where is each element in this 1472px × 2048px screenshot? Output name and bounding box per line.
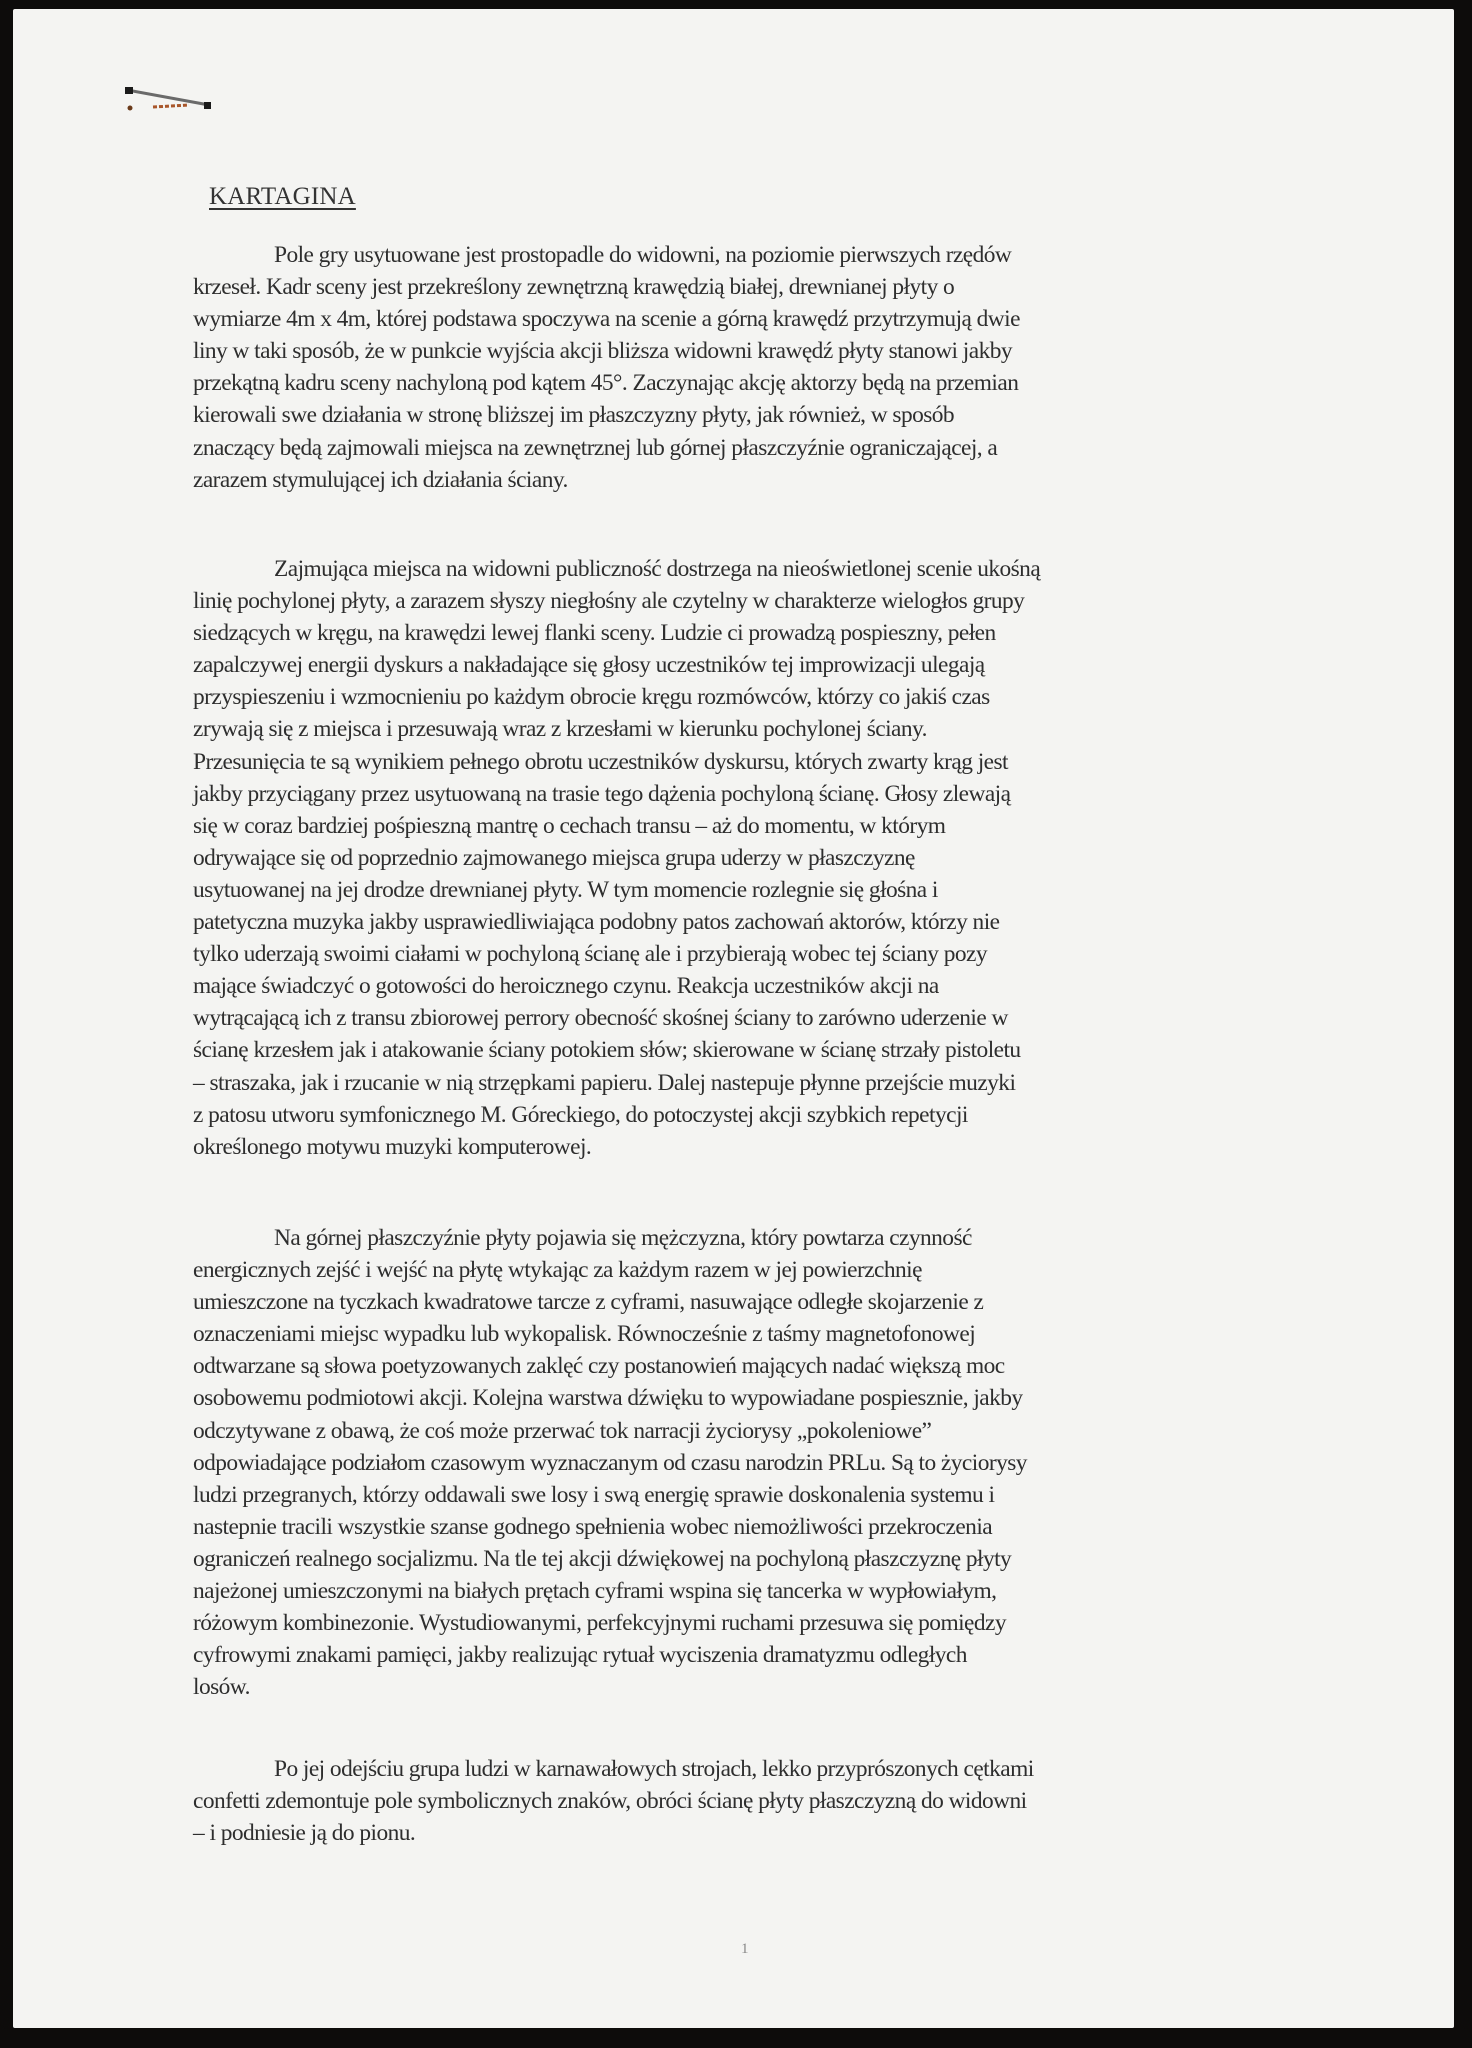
page-number: 1: [741, 1941, 749, 1957]
text-line: krzeseł. Kadr sceny jest przekreślony zewnętrzną krawędzią białej, drewnianej płyty o: [193, 274, 955, 301]
text-line: zarazem stymulującej ich działania ściany.: [193, 466, 568, 493]
text-line: znaczący będą zajmowali miejsca na zewnętrznej lub górnej płaszczyźnie ograniczającej, a: [193, 434, 998, 461]
paragraph-3: [193, 1222, 1323, 1703]
text-line: różowym kombinezonie. Wystudiowanymi, perfekcyjnymi ruchami przesuwa się pomiędzy: [193, 1610, 1006, 1637]
text-line: jakby przyciągany przez usytuowaną na trasie tego dążenia pochyloną ścianę. Głosy zlewają: [193, 780, 1011, 807]
text-line: losów.: [193, 1674, 250, 1701]
text-line: mające świadczyć o gotowości do heroicznego czynu. Reakcja uczestników akcji na: [193, 973, 939, 1000]
text-line: zrywają się z miejsca i przesuwają wraz z krzesłami w kierunku pochylonej ściany.: [193, 716, 927, 743]
text-line: umieszczone na tyczkach kwadratowe tarcze z cyframi, nasuwające odległe skojarzenie z: [193, 1289, 984, 1316]
text-line: – i podniesie ją do pionu.: [193, 1820, 416, 1847]
text-line: linię pochylonej płyty, a zarazem słyszy niegłośny ale czytelny w charakterze wielogłos grupy: [193, 588, 1025, 615]
staple-icon: [125, 87, 215, 113]
text-line: – straszaka, jak i rzucanie w nią strzępkami papieru. Dalej nastepuje płynne przejście muzyki: [193, 1069, 1016, 1096]
text-line: przyspieszeniu i wzmocnieniu po każdym obrocie kręgu rozmówców, którzy co jakiś czas: [193, 684, 990, 711]
text-line: cyfrowymi znakami pamięci, jakby realizując rytuał wyciszenia dramatyzmu odległych: [193, 1642, 967, 1669]
document-title: KARTAGINA: [209, 183, 356, 210]
text-line: Na górnej płaszczyźnie płyty pojawia się mężczyzna, który powtarza czynność: [274, 1225, 972, 1251]
text-line: ograniczeń realnego socjalizmu. Na tle tej akcji dźwiękowej na pochyloną płaszczyznę płyty: [193, 1545, 1012, 1572]
document-page: [13, 9, 1454, 2028]
text-line: wymiarze 4m x 4m, której podstawa spoczywa na scenie a górną krawędź przytrzymują dwie: [193, 306, 1020, 333]
text-line: confetti zdemontuje pole symbolicznych znaków, obróci ścianę płyty płaszczyzną do widowni: [193, 1788, 1027, 1815]
text-line: nastepnie tracili wszystkie szanse godnego spełnienia wobec niemożliwości przekroczenia: [193, 1513, 993, 1540]
paragraph-4: [193, 1753, 1323, 1849]
text-line: kierowali swe działania w stronę bliższej im płaszczyzny płyty, jak również, w sposób: [193, 402, 955, 429]
text-line: odczytywane z obawą, że coś może przerwać tok narracji życiorysy „pokoleniowe”: [193, 1417, 932, 1444]
text-line: z patosu utworu symfonicznego M. Góreckiego, do potoczystej akcji szybkich repetycji: [193, 1101, 968, 1128]
text-line: najeżonej umieszczonymi na białych prętach cyframi wspina się tancerka w wypłowiałym,: [193, 1578, 997, 1605]
text-line: Po jej odejściu grupa ludzi w karnawałowych strojach, lekko przyprószonych cętkami: [274, 1756, 1034, 1782]
text-line: odpowiadające podziałom czasowym wyznaczanym od czasu narodzin PRLu. Są to życiorysy: [193, 1449, 1027, 1476]
text-line: określonego motywu muzyki komputerowej.: [193, 1133, 592, 1160]
text-line: zapalczywej energii dyskurs a nakładające się głosy uczestników tej improwizacji ulegają: [193, 652, 985, 679]
text-line: wytrącającą ich z transu zbiorowej perrory obecność skośnej ściany to zarówno uderzenie w: [193, 1005, 1008, 1032]
text-line: odtwarzane są słowa poetyzowanych zaklęć czy postanowień mających nadać większą moc: [193, 1353, 1005, 1380]
text-line: tylko uderzają swoimi ciałami w pochyloną ścianę ale i przybierają wobec tej ściany pozy: [193, 941, 987, 968]
text-line: Przesunięcia te są wynikiem pełnego obrotu uczestników dyskursu, których zwarty krąg jest: [193, 748, 1008, 775]
text-line: patetyczna muzyka jakby usprawiedliwiająca podobny patos zachowań aktorów, którzy nie: [193, 909, 1000, 936]
text-line: ludzi przegranych, którzy oddawali swe losy i swą energię sprawie doskonalenia systemu i: [193, 1481, 995, 1508]
text-line: odrywające się od poprzednio zajmowanego miejsca grupa uderzy w płaszczyznę: [193, 844, 915, 871]
paragraph-1: [193, 239, 1323, 496]
text-line: przekątną kadru sceny nachyloną pod kątem 45°. Zaczynając akcję aktorzy będą na przemian: [193, 370, 1019, 397]
text-line: osobowemu podmiotowi akcji. Kolejna warstwa dźwięku to wypowiadane pospiesznie, jakby: [193, 1385, 1023, 1412]
text-line: Zajmująca miejsca na widowni publiczność dostrzega na nieoświetlonej scenie ukośną: [274, 556, 1041, 582]
text-line: ścianę krzesłem jak i atakowanie ściany potokiem słów; skierowane w ścianę strzały pistoletu: [193, 1037, 1021, 1064]
text-line: siedzących w kręgu, na krawędzi lewej flanki sceny. Ludzie ci prowadzą pospieszny, pełen: [193, 620, 996, 647]
text-line: Pole gry usytuowane jest prostopadle do widowni, na poziomie pierwszych rzędów: [274, 242, 1012, 268]
text-line: oznaczeniami miejsc wypadku lub wykopalisk. Równocześnie z taśmy magnetofonowej: [193, 1321, 976, 1348]
text-line: energicznych zejść i wejść na płytę wtykając za każdym razem w jej powierzchnię: [193, 1257, 922, 1284]
text-line: usytuowanej na jej drodze drewnianej płyty. W tym momencie rozlegnie się głośna i: [193, 876, 938, 903]
paragraph-2: [193, 553, 1323, 1163]
text-line: liny w taki sposób, że w punkcie wyjścia akcji bliższa widowni krawędź płyty stanowi jakby: [193, 338, 1013, 365]
text-line: się w coraz bardziej pośpieszną mantrę o cechach transu – aż do momentu, w którym: [193, 812, 946, 839]
